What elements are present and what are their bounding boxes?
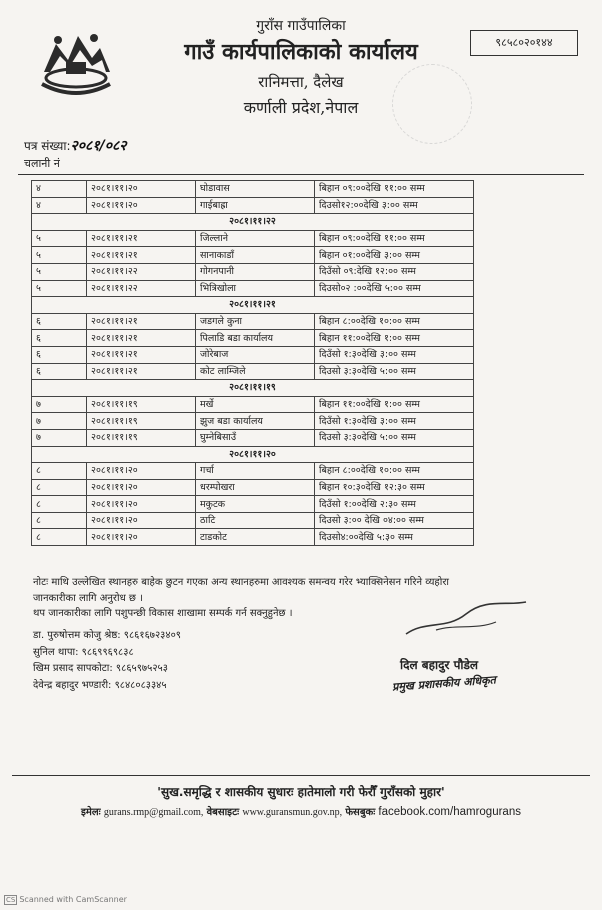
handwritten-signature [396,600,536,640]
contact-item: डा. पुरुषोत्तम कोजु श्रेष्ठ: ९८६१६७२३४०९ [33,630,181,641]
time-cell: दिउसो ३:३०देखि ५:०० सम्म [315,363,474,380]
date-cell: २०८१।११।२० [87,512,196,529]
phone-number-box: ९८५८०२०१४४ [470,30,578,56]
ward-number-cell: ६ [32,330,87,347]
office-name: गाउँ कार्यपालिकाको कार्यालय [184,39,418,65]
schedule-row [32,280,474,297]
note-line-2: जानकारीका लागि अनुरोध छ । [33,592,143,604]
schedule-row [32,413,474,430]
time-cell: दिउसो ३:०० देखि ०४:०० सम्म [315,512,474,529]
date-cell: २०८१।११।२१ [87,346,196,363]
schedule-row [32,496,474,513]
letter-number-label: पत्र संख्या: [24,139,71,153]
time-cell: दिउँसो १:३०देखि ३:०० सम्म [315,413,474,430]
time-cell: दिउसो०२ :००देखि ५:०० सम्म [315,280,474,297]
date-cell: २०८१।११।१९ [87,413,196,430]
ward-number-cell: ६ [32,346,87,363]
place-cell: सानाकाडाँ [196,247,315,264]
date-cell: २०८१।११।२१ [87,230,196,247]
header-divider [18,174,584,175]
time-cell: दिउँसो १:००देखि २:३० सम्म [315,496,474,513]
time-cell: बिहान ०९:००देखि ११:०० सम्म [315,181,474,198]
dispatch-number-label: चलानी नं [24,157,60,170]
municipality-name: गुराँस गाउँपालिका [256,18,346,34]
contact-item: सुनिल थापा: ९८६९९६९८३८ [33,646,134,658]
schedule-row [32,330,474,347]
date-group-label: २०८१।११।२० [32,446,474,463]
place-cell: जिल्लाने [196,230,315,247]
contact-list [33,628,181,694]
schedule-row [32,429,474,446]
schedule-date-group-row [32,297,474,314]
footer-divider [12,775,590,776]
time-cell: बिहान ८:००देखि १०:०० सम्म [315,463,474,480]
schedule-date-group-row [32,380,474,397]
contact-item: खिम प्रसाद सापकोटा: ९८६५९७५२५३ [33,663,168,674]
ward-number-cell: ८ [32,463,87,480]
schedule-row [32,529,474,546]
ward-number-cell: ४ [32,197,87,214]
date-cell: २०८१।११।२० [87,496,196,513]
schedule-row [32,313,474,330]
ward-number-cell: ५ [32,263,87,280]
place-cell: जडगले कुना [196,313,315,330]
note-line-1: नोटः माथि उल्लेखित स्थानहरु बाहेक छुटन गएका अन्य स्थानहरुमा आवश्यक समन्वय गरेर भ्याक्सिनेसन गरिने व्यहोरा [33,577,450,588]
date-cell: २०८१।११।२० [87,479,196,496]
signatory-title: प्रमुख प्रशासकीय अधिकृत [391,673,497,694]
office-stamp [392,64,472,144]
place-cell: भित्रिखोला [196,280,315,297]
schedule-date-group-row [32,214,474,231]
time-cell: दिउसो४:००देखि ५:३० सम्म [315,529,474,546]
schedule-row [32,363,474,380]
place-cell: गर्चा [196,463,315,480]
time-cell: दिउसो१२:००देखि ३:०० सम्म [315,197,474,214]
place-cell: झुज बडा कार्यालय [196,413,315,430]
note-line-3: थप जानकारीका लागि पशुपन्छी विकास शाखामा सम्पर्क गर्न सक्नुहुनेछ । [33,608,293,619]
date-cell: २०८१।११।१९ [87,396,196,413]
place-cell: कोट लाम्जिले [196,363,315,380]
place-cell: पिलाडि बडा कार्यालय [196,330,315,347]
time-cell: बिहान ११:००देखि १:०० सम्म [315,396,474,413]
place-cell: मर्खे [196,396,315,413]
place-cell: टाडकोट [196,529,315,546]
date-cell: २०८१।११।२० [87,181,196,198]
schedule-row [32,181,474,198]
date-cell: २०८१।११।२० [87,197,196,214]
schedule-row [32,247,474,264]
scanner-watermark [4,895,127,905]
footer-motto: 'सुख.समृद्धि र शासकीय सुधारः हातेमालो गरी फेरौँ गुराँसको मुहार' [157,785,445,799]
schedule-row [32,263,474,280]
letter-number [24,136,127,155]
ward-number-cell: ६ [32,313,87,330]
province-name: कर्णाली प्रदेश,नेपाल [243,98,359,117]
place-cell: धरम्पोखरा [196,479,315,496]
ward-number-cell: ७ [32,429,87,446]
ward-number-cell: ५ [32,247,87,264]
schedule-row [32,230,474,247]
date-cell: २०८१।११।२१ [87,330,196,347]
time-cell: बिहान ११:००देखि १:०० सम्म [315,330,474,347]
facebook-label: फेसबुकः [345,807,376,818]
office-address: रानिमत्ता, दैलेख [258,73,344,91]
ward-number-cell: ८ [32,512,87,529]
date-cell: २०८१।११।२० [87,463,196,480]
time-cell: दिउँसो १:३०देखि ३:०० सम्म [315,346,474,363]
time-cell: बिहान ०९:००देखि ११:०० सम्म [315,230,474,247]
website-url: www.guransmun.gov.np, [242,807,343,818]
ward-number-cell: ८ [32,529,87,546]
place-cell: घोडावास [196,181,315,198]
schedule-row [32,479,474,496]
place-cell: ठाटि [196,512,315,529]
letter-number-value: २०८१/०८२ [70,138,127,154]
date-group-label: २०८१।११।२२ [32,214,474,231]
watermark-text: Scanned with CamScanner [19,895,127,904]
date-group-label: २०८१।११।२१ [32,297,474,314]
contact-item: देवेन्द्र बहादुर भण्डारी: ९८४८०८३३४५ [33,679,167,691]
date-cell: २०८१।११।२१ [87,313,196,330]
email-address: gurans.rmp@gmail.com, [103,807,204,818]
time-cell: बिहान १०:३०देखि १२:३० सम्म [315,479,474,496]
schedule-row [32,463,474,480]
vaccination-schedule-table [31,180,474,546]
signatory-name: दिल बहादुर पौडेल [400,658,479,672]
ward-number-cell: ८ [32,479,87,496]
schedule-row [32,512,474,529]
date-cell: २०८१।११।१९ [87,429,196,446]
place-cell: गोगनपानी [196,263,315,280]
schedule-date-group-row [32,446,474,463]
place-cell: गाईबाह्रा [196,197,315,214]
date-cell: २०८१।११।२१ [87,247,196,264]
date-cell: २०८१।११।२२ [87,263,196,280]
schedule-row [32,396,474,413]
time-cell: दिउसो ३:३०देखि ५:०० सम्म [315,429,474,446]
facebook-url: facebook.com/hamrogurans [378,806,521,818]
date-cell: २०८१।११।२२ [87,280,196,297]
email-label: इमेलः [81,807,101,818]
time-cell: बिहान ०१:००देखि ३:०० सम्म [315,247,474,264]
time-cell: दिउँसो ०९:देखि १२:०० सम्म [315,263,474,280]
camscanner-icon: CS [6,896,16,904]
ward-number-cell: ६ [32,363,87,380]
schedule-row [32,346,474,363]
place-cell: मकुटक [196,496,315,513]
ward-number-cell: ५ [32,280,87,297]
footer-contact-line [0,804,602,818]
ward-number-cell: ८ [32,496,87,513]
date-cell: २०८१।११।२० [87,529,196,546]
date-cell: २०८१।११।२१ [87,363,196,380]
place-cell: जोरेबाज [196,346,315,363]
ward-number-cell: ४ [32,181,87,198]
ward-number-cell: ७ [32,396,87,413]
website-label: वेबसाइटः [206,807,240,818]
date-group-label: २०८१।११।१९ [32,380,474,397]
ward-number-cell: ७ [32,413,87,430]
schedule-row [32,197,474,214]
place-cell: घुम्नेबिसाउँ [196,429,315,446]
time-cell: बिहान ८:००देखि १०:०० सम्म [315,313,474,330]
ward-number-cell: ५ [32,230,87,247]
